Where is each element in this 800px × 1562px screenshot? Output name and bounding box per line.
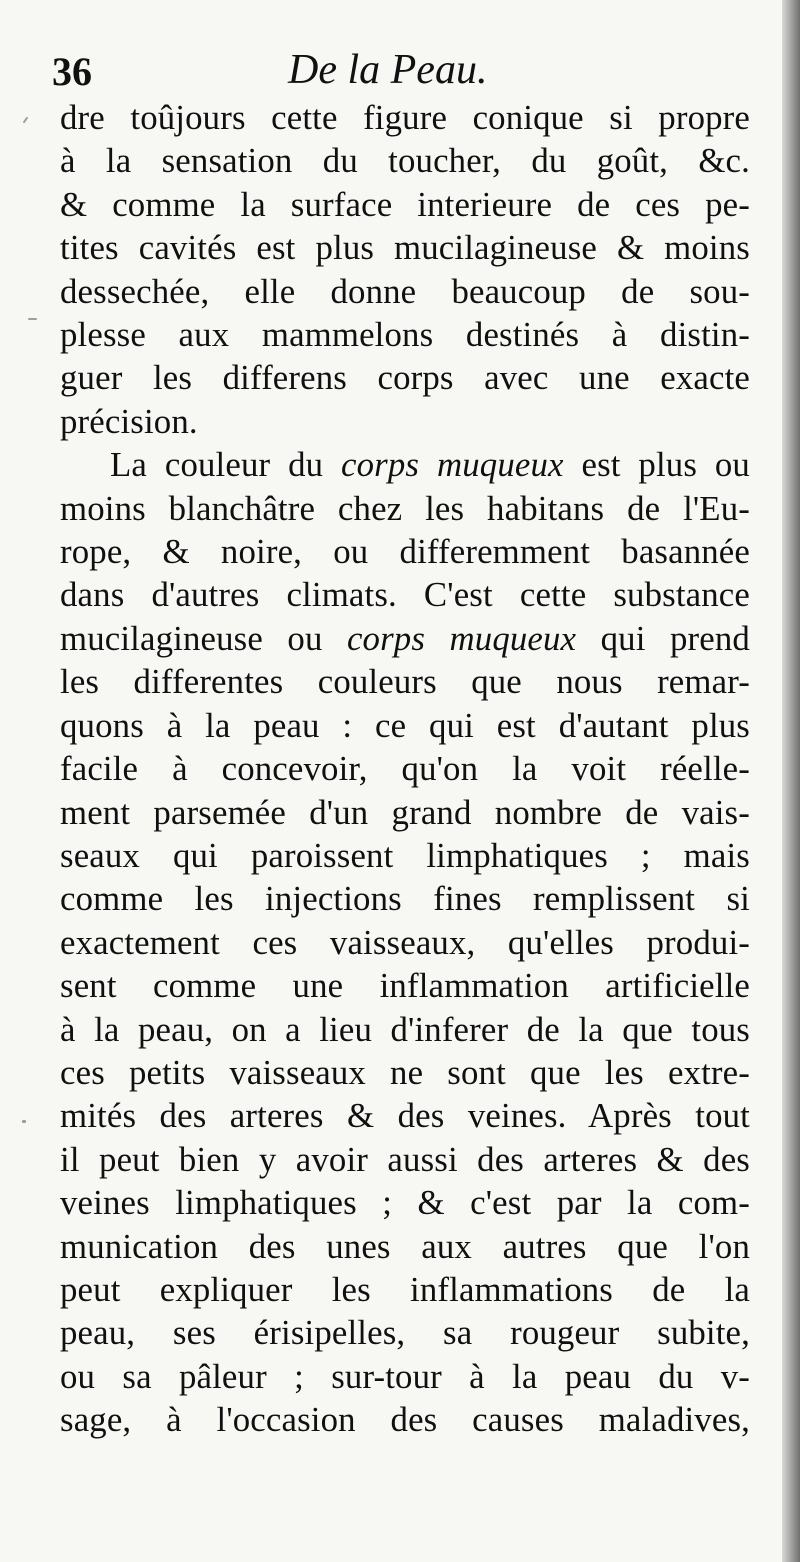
- text-line: plesse aux mammelons destinés à distin-: [60, 315, 750, 355]
- margin-mark: [23, 117, 29, 124]
- text-segment: mucilagineuse ou: [60, 618, 347, 658]
- text-line: à la peau, on a lieu d'inferer de la que tous: [60, 1009, 750, 1049]
- text-line: seaux qui paroissent limphatiques ; mais: [60, 835, 750, 875]
- text-line: guer les differens corps avec une exacte: [60, 358, 750, 398]
- text-line: à la sensation du toucher, du goût, &c.: [60, 141, 750, 181]
- text-segment: La couleur du: [110, 445, 342, 485]
- text-line: dre toûjours cette figure conique si propre: [60, 98, 750, 137]
- paragraph-first-line: [60, 443, 750, 486]
- text-line: veines limphatiques ; & c'est par la com-: [60, 1183, 750, 1223]
- body-text: [60, 96, 750, 1442]
- text-line: rope, & noire, ou differemment basannée: [60, 532, 750, 572]
- text-line: & comme la surface interieure de ces pe-: [60, 184, 750, 224]
- margin-mark: [28, 318, 37, 320]
- text-line: sage, à l'occasion des causes maladives,: [60, 1400, 750, 1440]
- header-title: De la Peau.: [288, 47, 488, 93]
- page-edge-shadow: [782, 0, 800, 1562]
- text-segment: est plus ou: [581, 445, 750, 485]
- text-line: dessechée, elle donne beaucoup de sou-: [60, 271, 750, 311]
- italic-term: corps muqueux: [341, 445, 564, 485]
- text-segment: qui prend: [600, 618, 750, 658]
- text-line: ment parsemée d'un grand nombre de vais-: [60, 792, 750, 832]
- text-line: ces petits vaisseaux ne sont que les extre-: [60, 1052, 750, 1092]
- text-line: les differentes couleurs que nous remar-: [60, 662, 750, 702]
- text-line: exactement ces vaisseaux, qu'elles produi-: [60, 922, 750, 962]
- text-line: moins blanchâtre chez les habitans de l'Eu-: [60, 488, 750, 528]
- text-line: ou sa pâleur ; sur-tour à la peau du v-: [60, 1356, 750, 1396]
- text-line: tites cavités est plus mucilagineuse & moins: [60, 228, 750, 268]
- text-line: mités des arteres & des veines. Après tout: [60, 1096, 750, 1136]
- text-line-with-italic-term: [60, 617, 750, 660]
- text-line: précision.: [60, 401, 198, 441]
- text-line: comme les injections fines remplissent si: [60, 879, 750, 919]
- text-line: dans d'autres climats. C'est cette substance: [60, 575, 750, 615]
- margin-mark: [22, 1120, 26, 1123]
- text-line: facile à concevoir, qu'on la voit réelle-: [60, 749, 750, 789]
- italic-term: corps muqueux: [346, 618, 577, 658]
- text-line: sent comme une inflammation artificielle: [60, 966, 750, 1006]
- text-line: il peut bien y avoir aussi des arteres & des: [60, 1139, 750, 1179]
- text-line: peau, ses érisipelles, sa rougeur subite,: [60, 1313, 750, 1353]
- text-line: quons à la peau : ce qui est d'autant plus: [60, 705, 750, 745]
- text-line: munication des unes aux autres que l'on: [60, 1226, 750, 1266]
- page-number: 36: [52, 49, 92, 94]
- text-line: peut expliquer les inflammations de la: [60, 1269, 750, 1309]
